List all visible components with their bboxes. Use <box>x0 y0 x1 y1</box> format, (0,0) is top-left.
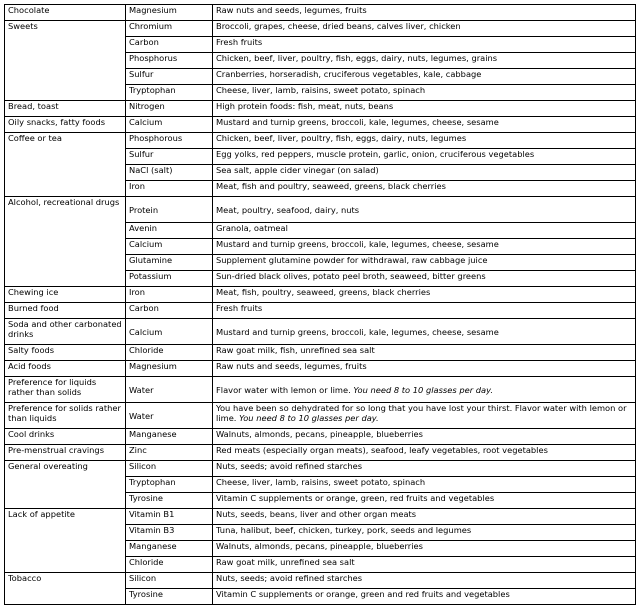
table-row <box>5 509 636 525</box>
foods-cell: Tuna, halibut, beef, chicken, turkey, pork, seeds and legumes <box>213 525 636 541</box>
table-row <box>5 101 636 117</box>
nutrient-cell: Manganese <box>126 429 213 445</box>
nutrient-cell: Avenin <box>126 223 213 239</box>
craving-cell: Coffee or tea <box>5 133 126 197</box>
craving-cell: Chocolate <box>5 5 126 21</box>
foods-cell: Meat, fish and poultry, seaweed, greens, black cherries <box>213 181 636 197</box>
foods-cell: Raw goat milk, fish, unrefined sea salt <box>213 345 636 361</box>
nutrient-cell: Water <box>126 403 213 429</box>
table-row <box>5 21 636 37</box>
nutrient-cell: Calcium <box>126 117 213 133</box>
nutrient-cell: Tryptophan <box>126 477 213 493</box>
nutrient-cell: Magnesium <box>126 361 213 377</box>
nutrient-cell: Chloride <box>126 345 213 361</box>
nutrient-cell: Manganese <box>126 541 213 557</box>
nutrient-cell: Nitrogen <box>126 101 213 117</box>
craving-cell: Cool drinks <box>5 429 126 445</box>
foods-cell: Fresh fruits <box>213 303 636 319</box>
nutrient-cell: Vitamin B1 <box>126 509 213 525</box>
table-row <box>5 5 636 21</box>
foods-cell: Supplement glutamine powder for withdrawal, raw cabbage juice <box>213 255 636 271</box>
craving-cell: Pre-menstrual cravings <box>5 445 126 461</box>
foods-cell: Meat, poultry, seafood, dairy, nuts <box>213 197 636 223</box>
table-row <box>5 197 636 223</box>
craving-cell: Chewing ice <box>5 287 126 303</box>
nutrient-cell: Magnesium <box>126 5 213 21</box>
nutrient-cell: Glutamine <box>126 255 213 271</box>
nutrient-cell: Silicon <box>126 461 213 477</box>
foods-cell: Broccoli, grapes, cheese, dried beans, calves liver, chicken <box>213 21 636 37</box>
table-row <box>5 403 636 429</box>
nutrient-cell: Iron <box>126 287 213 303</box>
table-row <box>5 319 636 345</box>
foods-cell: Cranberries, horseradish, cruciferous vegetables, kale, cabbage <box>213 69 636 85</box>
table-row <box>5 429 636 445</box>
foods-cell: Nuts, seeds, beans, liver and other organ meats <box>213 509 636 525</box>
craving-cell: Alcohol, recreational drugs <box>5 197 126 287</box>
nutrient-cell: Sulfur <box>126 69 213 85</box>
table-row <box>5 133 636 149</box>
nutrient-cell: Phosphorous <box>126 133 213 149</box>
nutrient-cell: Tyrosine <box>126 493 213 509</box>
foods-emphasis: You need 8 to 10 glasses per day. <box>239 413 379 423</box>
foods-cell: Meat, fish, poultry, seaweed, greens, black cherries <box>213 287 636 303</box>
foods-cell: Vitamin C supplements or orange, green and red fruits and vegetables <box>213 589 636 605</box>
craving-cell: Lack of appetite <box>5 509 126 573</box>
foods-cell: Chicken, beef, liver, poultry, fish, eggs, dairy, nuts, legumes, grains <box>213 53 636 69</box>
nutrient-cell: Vitamin B3 <box>126 525 213 541</box>
nutrient-cell: Chloride <box>126 557 213 573</box>
nutrient-cell: Zinc <box>126 445 213 461</box>
nutrient-cell: Calcium <box>126 239 213 255</box>
nutrient-cell: Sulfur <box>126 149 213 165</box>
foods-cell: Mustard and turnip greens, broccoli, kale, legumes, cheese, sesame <box>213 319 636 345</box>
nutrient-cell: Phosphorus <box>126 53 213 69</box>
foods-cell: Cheese, liver, lamb, raisins, sweet potato, spinach <box>213 85 636 101</box>
foods-cell: Sun-dried black olives, potato peel broth, seaweed, bitter greens <box>213 271 636 287</box>
table-row <box>5 287 636 303</box>
nutrient-cell: Silicon <box>126 573 213 589</box>
foods-cell: High protein foods: fish, meat, nuts, beans <box>213 101 636 117</box>
nutrient-cell: Protein <box>126 197 213 223</box>
nutrient-cell: NaCl (salt) <box>126 165 213 181</box>
foods-cell: Mustard and turnip greens, broccoli, kale, legumes, cheese, sesame <box>213 239 636 255</box>
nutrient-cell: Potassium <box>126 271 213 287</box>
foods-cell: Chicken, beef, liver, poultry, fish, eggs, dairy, nuts, legumes <box>213 133 636 149</box>
table-row <box>5 117 636 133</box>
table-row <box>5 461 636 477</box>
foods-cell: Red meats (especially organ meats), seafood, leafy vegetables, root vegetables <box>213 445 636 461</box>
craving-cell: Bread, toast <box>5 101 126 117</box>
nutrient-cell: Calcium <box>126 319 213 345</box>
nutrient-cell: Water <box>126 377 213 403</box>
craving-cell: Preference for solids rather than liquids <box>5 403 126 429</box>
table-row <box>5 445 636 461</box>
foods-cell: Walnuts, almonds, pecans, pineapple, blueberries <box>213 429 636 445</box>
foods-cell <box>213 403 636 429</box>
craving-cell: Tobacco <box>5 573 126 605</box>
foods-cell: Vitamin C supplements or orange, green, red fruits and vegetables <box>213 493 636 509</box>
table-row <box>5 377 636 403</box>
nutrient-cell: Tyrosine <box>126 589 213 605</box>
craving-cell: Acid foods <box>5 361 126 377</box>
foods-cell: Sea salt, apple cider vinegar (on salad) <box>213 165 636 181</box>
foods-text: You have been so dehydrated for so long that you have lost your thirst. Flavor water with lemon or lime. <box>216 403 627 423</box>
craving-cell: Burned food <box>5 303 126 319</box>
craving-cell: Oily snacks, fatty foods <box>5 117 126 133</box>
foods-cell: Nuts, seeds; avoid refined starches <box>213 573 636 589</box>
foods-cell: Mustard and turnip greens, broccoli, kale, legumes, cheese, sesame <box>213 117 636 133</box>
foods-cell: Egg yolks, red peppers, muscle protein, garlic, onion, cruciferous vegetables <box>213 149 636 165</box>
foods-cell: Raw goat milk, unrefined sea salt <box>213 557 636 573</box>
foods-cell: Raw nuts and seeds, legumes, fruits <box>213 361 636 377</box>
craving-cell: Sweets <box>5 21 126 101</box>
foods-cell: Granola, oatmeal <box>213 223 636 239</box>
craving-cell: General overeating <box>5 461 126 509</box>
table-row <box>5 573 636 589</box>
foods-cell: Nuts, seeds; avoid refined starches <box>213 461 636 477</box>
foods-cell: Cheese, liver, lamb, raisins, sweet potato, spinach <box>213 477 636 493</box>
foods-emphasis: You need 8 to 10 glasses per day. <box>353 384 493 395</box>
craving-cell: Soda and other carbonated drinks <box>5 319 126 345</box>
table-row <box>5 361 636 377</box>
table-row <box>5 345 636 361</box>
table-row <box>5 303 636 319</box>
nutrient-cell: Tryptophan <box>126 85 213 101</box>
foods-cell: Fresh fruits <box>213 37 636 53</box>
foods-cell: Walnuts, almonds, pecans, pineapple, blueberries <box>213 541 636 557</box>
nutrient-cell: Carbon <box>126 37 213 53</box>
foods-text: Flavor water with lemon or lime. <box>216 384 354 395</box>
foods-cell: Raw nuts and seeds, legumes, fruits <box>213 5 636 21</box>
craving-cell: Preference for liquids rather than solids <box>5 377 126 403</box>
nutrient-cell: Iron <box>126 181 213 197</box>
craving-cell: Salty foods <box>5 345 126 361</box>
nutrient-cell: Chromium <box>126 21 213 37</box>
nutrient-cell: Carbon <box>126 303 213 319</box>
foods-cell <box>213 377 636 403</box>
cravings-table <box>4 4 636 605</box>
